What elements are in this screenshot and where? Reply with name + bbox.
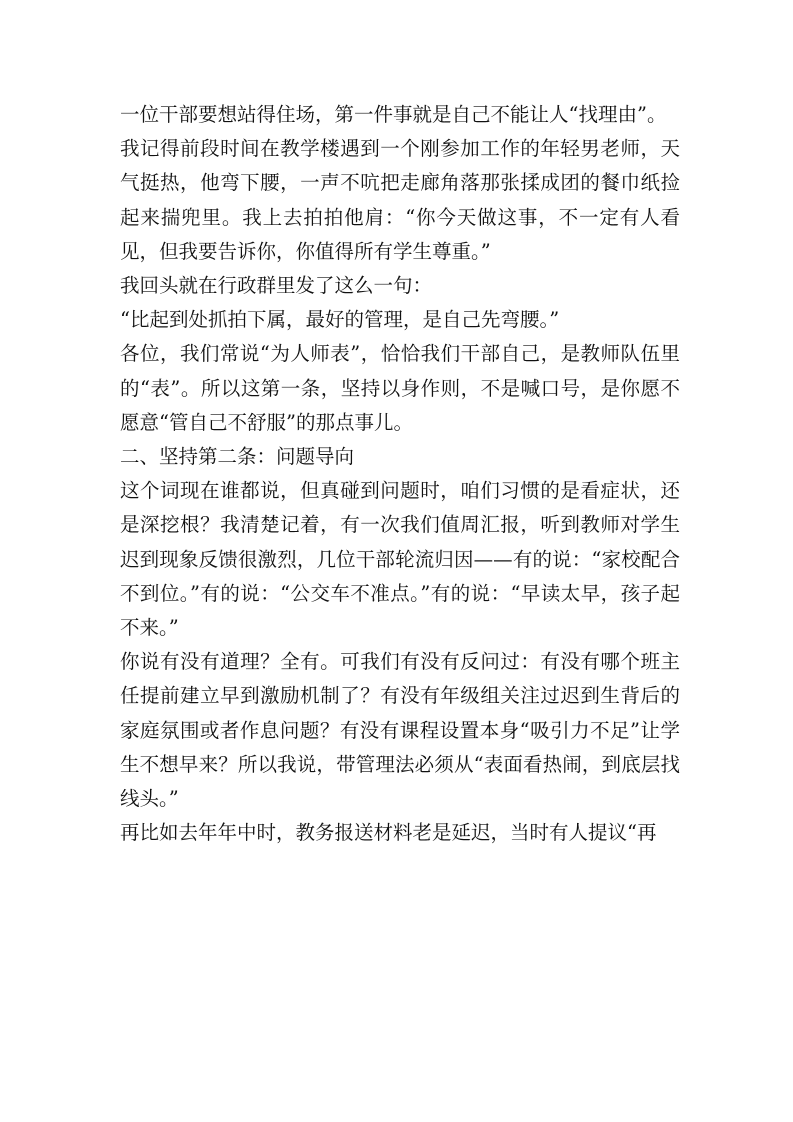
paragraph-7: 这个词现在谁都说，但真碰到问题时，咱们习惯的是看症状，还是深挖根？我清楚记着，有一次我们值周汇报，听到教师对学生迟到现象反馈很激烈，几位干部轮流归因——有的说：“家校配合不到位。”有的说：“公交车不准点。”有的说：“早读太早，孩子起不来。” (120, 479, 680, 640)
paragraph-1: 一位干部要想站得住场，第一件事就是自己不能让人“找理由”。 (120, 103, 667, 126)
paragraph-9: 再比如去年年中时，教务报送材料老是延迟，当时有人提议“再 (120, 821, 657, 845)
document-body (120, 98, 680, 850)
paragraph-4-quote: “比起到处抓拍下属，最好的管理，是自己先弯腰。” (120, 308, 560, 332)
paragraph-2: 我记得前段时间在教学楼遇到一个刚参加工作的年轻男老师，天气挺热，他弯下腰，一声不吭把走廊角落那张揉成团的餐巾纸捡起来揣兜里。我上去拍拍他肩：“你今天做这事，不一定有人看见，但我要告诉你，你值得所有学生尊重。” (120, 137, 680, 263)
paragraph-8: 你说有没有道理？全有。可我们有没有反问过：有没有哪个班主任提前建立早到激励机制了？有没有年级组关注过迟到生背后的家庭氛围或者作息问题？有没有课程设置本身“吸引力不足”让学生不想早来？所以我说，带管理法必须从“表面看热闹，到底层找线头。” (120, 650, 680, 811)
section-heading-2: 二、坚持第二条：问题导向 (120, 445, 355, 469)
paragraph-5: 各位，我们常说“为人师表”，恰恰我们干部自己，是教师队伍里的“表”。所以这第一条，坚持以身作则，不是喊口号，是你愿不愿意“管自己不舒服”的那点事儿。 (120, 342, 680, 434)
paragraph-3: 我回头就在行政群里发了这么一句： (120, 274, 433, 298)
